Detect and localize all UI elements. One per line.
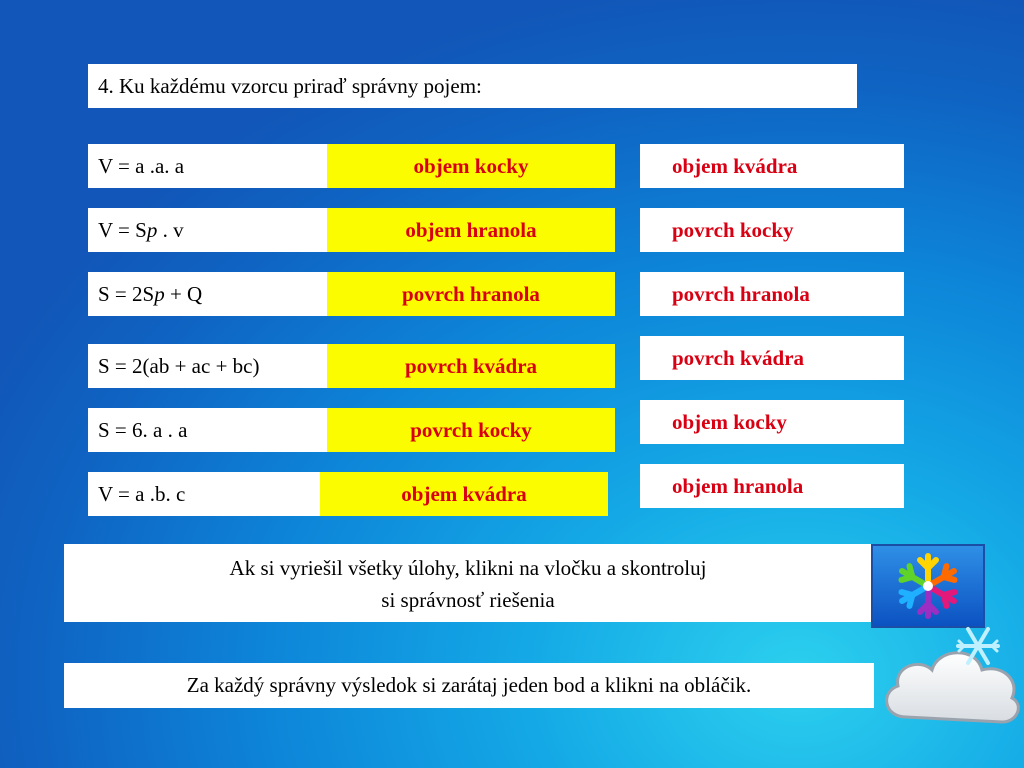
points-instruction: Za každý správny výsledok si zarátaj jeden bod a klikni na obláčik. [64,663,874,708]
instruction-line-1: Ak si vyriešil všetky úlohy, klikni na vločku a skontroluj [229,556,707,580]
option-2[interactable]: povrch kocky [640,208,904,252]
instruction-line-2: si správnosť riešenia [381,588,555,612]
option-3[interactable]: povrch hranola [640,272,904,316]
instruction-box [64,544,872,622]
formula-text: V = Sp . v [98,218,184,242]
task-title: 4. Ku každému vzorcu priraď správny pojem: [88,64,857,108]
answer-2[interactable]: objem hranola [327,208,615,252]
option-6[interactable]: objem hranola [640,464,904,508]
formula-text: S = 6. a . a [98,418,188,442]
cloud-icon [876,622,1024,732]
formula-text: V = a .a. a [98,154,185,178]
answer-6[interactable]: objem kvádra [320,472,608,516]
option-5[interactable]: objem kocky [640,400,904,444]
answer-5[interactable]: povrch kocky [327,408,615,452]
formula-text: V = a .b. c [98,482,186,506]
answer-4[interactable]: povrch kvádra [327,344,615,388]
snowflake-check-button[interactable] [871,544,985,628]
answer-3[interactable]: povrch hranola [327,272,615,316]
formula-text: S = 2Sp + Q [98,282,203,306]
snowflake-icon [873,546,983,626]
option-1[interactable]: objem kvádra [640,144,904,188]
cloud-button[interactable] [876,622,1024,732]
formula-text: S = 2(ab + ac + bc) [98,354,260,378]
answer-1[interactable]: objem kocky [327,144,615,188]
option-4[interactable]: povrch kvádra [640,336,904,380]
